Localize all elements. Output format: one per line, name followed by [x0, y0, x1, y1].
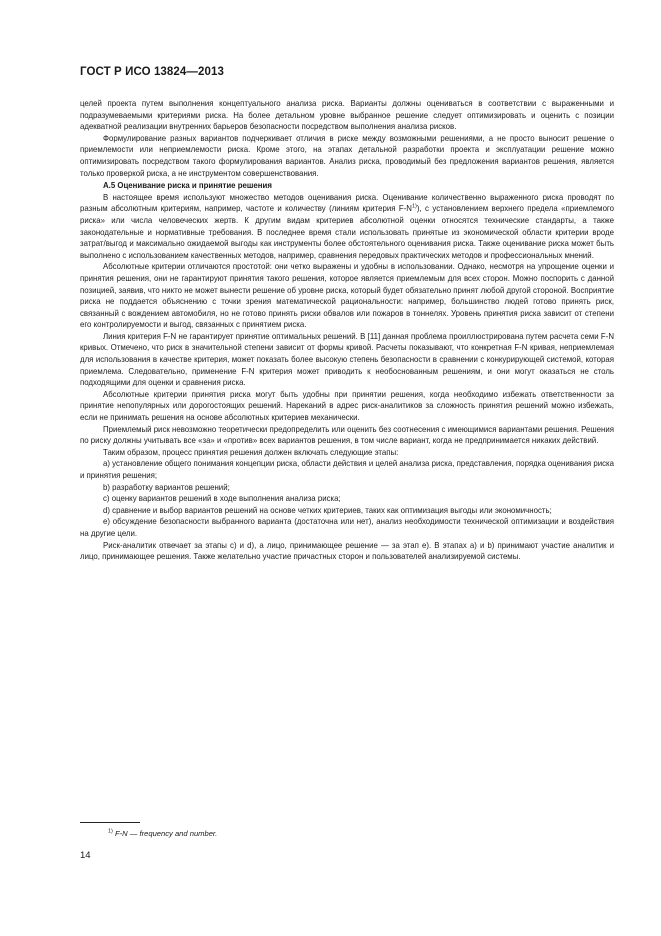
paragraph-3-part-b: ), с установлением верхнего предела «приемлемого риска» или числа человеческих жертв. К другим видам критериев абсолютной оценки относятся технические стандарты, а также законодательные и нормативные требования. В последнее время стали использовать принятые из экономической области критерии вроде затрат/выгод и максимально ожидаемой выгоды как инструменты более обстоятельного оценивания риска. Также оценивание риска может быть выполнено с использованием качественных методов, например, сравнения передовых практических методов и профессиональных мнений. [80, 204, 614, 260]
paragraph-6: Абсолютные критерии принятия риска могут быть удобны при принятии решения, когда необходимо избежать ответственности за принятие непопулярных или дорогостоящих решений. Нареканий в адрес риск-аналитиков за сложность принятия решений можно избежать, если не принимать решения на основе абсолютных критериев механически. [80, 389, 614, 423]
paragraph-5: Линия критерия F-N не гарантирует принятие оптимальных решений. В [11] данная проблема проиллюстрирована путем расчета семи F-N кривых. Отмечено, что риск в значительной степени зависит от формы кривой. Расчеты показывают, что конкретная F-N кривая, неприемлемая для использования в качестве критерия, может показать более высокую степень безопасности в сравнении с конкурирующей системой, которая приемлема. Следовательно, применение F-N критерия может приводить к необоснованным решениям, и они могут оказаться не столь подходящими для оценки и сравнения риска. [80, 331, 614, 388]
footnote-divider [80, 822, 140, 823]
paragraph-2: Формулирование разных вариантов подчеркивает отличия в риске между возможными решениями, а не просто выносит решение о приемлемости или неприемлемости риска. Кроме этого, на этапах детальной разработки проекта и эксплуатации решение можно оптимизировать посредством такого формулирования вариантов. Анализ риска, проводимый без предложения вариантов решения, является только проверкой риска, а не инструментом совершенствования. [80, 133, 614, 178]
footnote-mark: 1) [108, 828, 113, 835]
page-header-title: ГОСТ Р ИСО 13824—2013 [80, 66, 225, 78]
paragraph-8: Таким образом, процесс принятия решения должен включать следующие этапы: [103, 447, 399, 457]
footnote-reference[interactable]: 1) [411, 203, 417, 210]
list-item-e: e) обсуждение безопасности выбранного варианта (достаточна или нет), анализ необходимости технической оптимизации и воздействия на другие цели. [80, 517, 614, 538]
list-item-d: d) сравнение и выбор вариантов решений на основе четких критериев, таких как оптимизация выгоды или экономичность; [103, 505, 552, 515]
list-item-b: b) разработку вариантов решений; [103, 482, 230, 492]
footnote-text: F-N — frequency and number. [115, 829, 218, 838]
paragraph-3-part-a: В настоящее время используют множество методов оценивания риска. Оценивание количественно выраженного риска проводят по разным абсолютным критериям, например, частоте и количеству (линиям критерия F-N [80, 192, 614, 214]
paragraph-1: целей проекта путем выполнения концептуального анализа риска. Варианты должны оцениваться в соответствии с выраженными и подразумеваемыми критериями риска. На более детальном уровне выбранное решение следует оптимизировать и оценить с позиции адекватной реализации внутренних барьеров безопасности посредством выполнения анализа рисков. [80, 99, 614, 132]
paragraph-3 [80, 192, 614, 262]
list-item-c: c) оценку вариантов решений в ходе выполнения анализа риска; [103, 494, 341, 504]
page-number: 14 [80, 850, 91, 861]
paragraph-9: Риск-аналитик отвечает за этапы c) и d), а лицо, принимающее решение — за этап e). В этапах a) и b) принимают участие аналитик и лицо, принимающее решения. Также желательно участие причастных сторон и пользователей анализируемой системы. [80, 540, 614, 562]
footnote [108, 829, 217, 838]
section-heading-a5: А.5 Оценивание риска и принятие решения [103, 181, 272, 191]
list-item-a: a) установление общего понимания концепции риска, области действия и целей анализа риска, представления, порядка оценивания риска и принятия решения; [80, 459, 614, 480]
paragraph-4: Абсолютные критерии отличаются простотой: они четко выражены и удобны в использовании. Однако, несмотря на упрощение оценки и принятия решения, они не гарантируют принятия такого решения, которое является приемлемым для всех сторон. Можно поспорить с данной позицией, заявив, что никто не может вынести решение об уровне риска, который будет обязательно принят любой другой стороной. Восприятие риска не поддается объяснению с точки зрения математической рациональности: например, большинство людей готово принять риск, связанный с вождением автомобиля, но не готово принять риски обвалов или пожаров в тоннелях. Уровень принятия риска зависит от степени его контролируемости и выгод, связанных с принятием риска. [80, 262, 614, 330]
main-text [80, 98, 614, 563]
paragraph-7: Приемлемый риск невозможно теоретически предопределить или оценить без соотнесения с имеющимися вариантами решения. Решения по риску должны учитывать все «за» и «против» всех вариантов решения, в том числе вариант, когда не предпринимается никаких действий. [80, 424, 614, 446]
